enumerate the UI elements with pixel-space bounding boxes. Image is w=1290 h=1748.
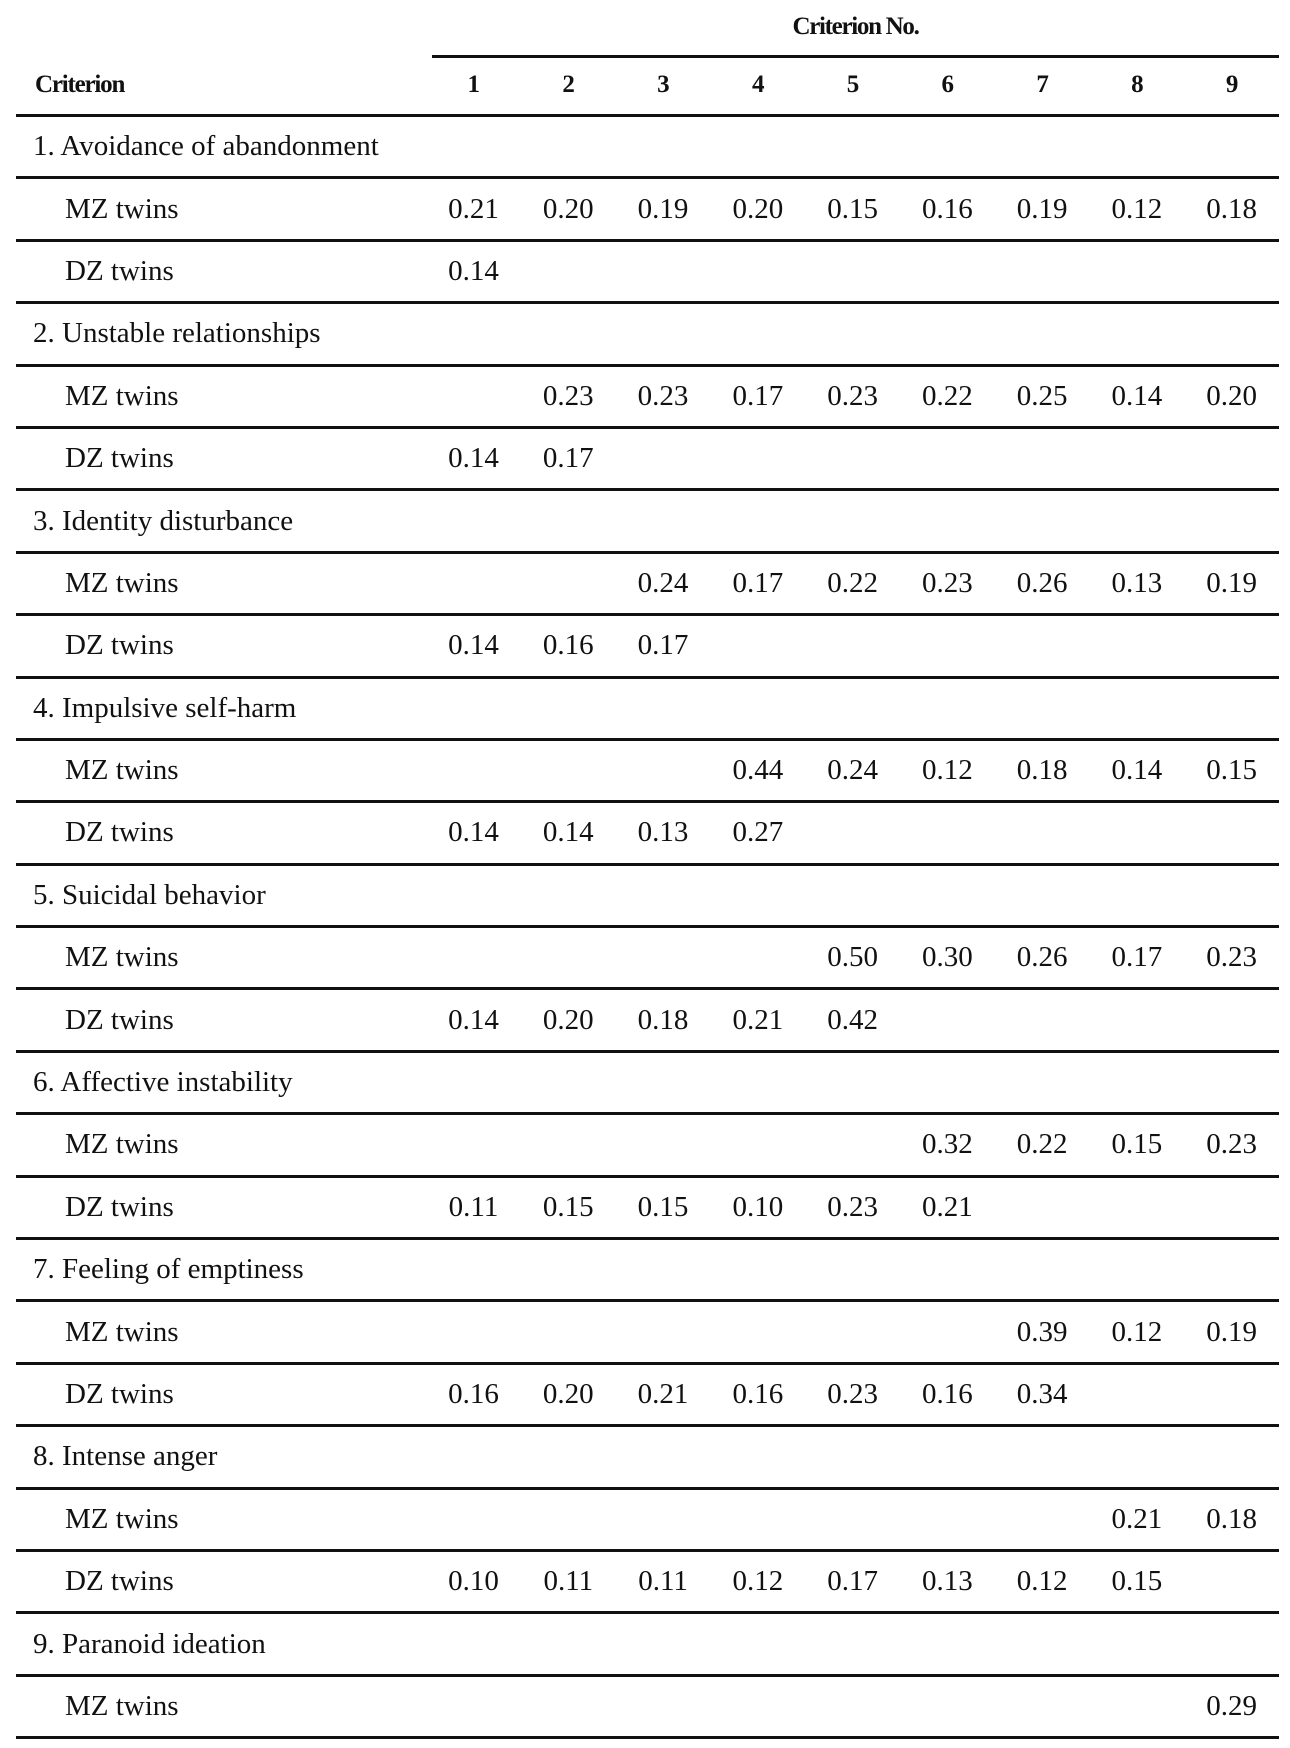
table-row <box>16 1490 1279 1552</box>
table-cell: 0.14 <box>448 254 499 287</box>
table-cell: 0.23 <box>921 566 973 599</box>
column-group-rule <box>432 55 1279 58</box>
table-cell: 0.13 <box>921 1565 973 1598</box>
correlation-table <box>16 0 1279 1739</box>
table-cell: 0.16 <box>448 1378 499 1410</box>
table-cell: 0.17 <box>542 442 594 475</box>
table-cell: 0.17 <box>732 566 784 599</box>
table-cell: 0.14 <box>448 816 499 849</box>
table-cell: 0.23 <box>827 1378 878 1410</box>
table-row <box>16 1677 1279 1739</box>
table-row <box>16 367 1279 429</box>
table-cell: 0.15 <box>827 192 878 225</box>
table-cell: 0.12 <box>1111 1315 1163 1348</box>
table-row <box>16 429 1279 491</box>
table-cell: 0.18 <box>1206 1502 1258 1535</box>
table-cell: 0.12 <box>1016 1565 1068 1598</box>
table-cell: 0.30 <box>921 941 973 974</box>
column-header-2: 2 <box>562 71 574 98</box>
table-cell: 0.21 <box>448 192 499 225</box>
table-body <box>16 117 1279 1739</box>
table-cell: 0.19 <box>1206 1315 1258 1348</box>
table-cell: 0.19 <box>1206 566 1258 599</box>
criterion-row <box>16 1240 1279 1302</box>
table-cell: 0.21 <box>732 1003 784 1036</box>
criterion-label: 7. Feeling of emptiness <box>33 1253 304 1286</box>
table-cell: 0.17 <box>827 1565 878 1598</box>
column-header-6: 6 <box>941 71 953 98</box>
twin-type-label: MZ twins <box>65 379 179 412</box>
criterion-label: 9. Paranoid ideation <box>33 1627 266 1660</box>
table-cell: 0.16 <box>921 1378 973 1410</box>
twin-type-label: MZ twins <box>65 192 179 225</box>
table-cell: 0.14 <box>448 1003 499 1036</box>
criterion-row <box>16 304 1279 366</box>
twin-type-label: MZ twins <box>65 754 179 787</box>
criterion-label: 3. Identity disturbance <box>33 504 294 537</box>
table-cell: 0.26 <box>1016 566 1068 599</box>
table-cell: 0.26 <box>1016 941 1068 974</box>
table-cell: 0.14 <box>1111 754 1163 787</box>
table-cell: 0.23 <box>827 379 878 412</box>
table-cell: 0.13 <box>637 816 689 849</box>
twin-type-label: MZ twins <box>65 1502 179 1535</box>
column-header-4: 4 <box>751 71 764 98</box>
table-row <box>16 554 1279 616</box>
criterion-label: 2. Unstable relationships <box>33 317 321 350</box>
table-cell: 0.24 <box>827 754 878 787</box>
table-cell: 0.19 <box>1016 192 1068 225</box>
table-cell: 0.21 <box>637 1378 689 1410</box>
table-row <box>16 1115 1279 1177</box>
table-cell: 0.39 <box>1016 1315 1068 1348</box>
table-cell: 0.23 <box>542 379 594 412</box>
table-cell: 0.12 <box>921 754 973 787</box>
column-header-5: 5 <box>846 71 859 98</box>
table-cell: 0.21 <box>1111 1502 1163 1535</box>
table-row <box>16 179 1279 241</box>
column-group-title: Criterion No. <box>792 13 919 40</box>
column-header-8: 8 <box>1131 71 1143 98</box>
twin-type-label: DZ twins <box>65 442 174 475</box>
table-cell: 0.18 <box>1206 192 1258 225</box>
table-cell: 0.20 <box>732 192 784 225</box>
table-cell: 0.15 <box>1206 754 1258 787</box>
table-row <box>16 616 1279 678</box>
twin-type-label: DZ twins <box>65 1003 174 1036</box>
criterion-label: 6. Affective instability <box>33 1066 293 1099</box>
column-header-9: 9 <box>1225 71 1238 98</box>
table-cell: 0.17 <box>1111 941 1163 974</box>
table-cell: 0.14 <box>1111 379 1163 412</box>
twin-type-label: DZ twins <box>65 1190 174 1223</box>
table-cell: 0.16 <box>921 192 973 225</box>
table-cell: 0.23 <box>1206 1128 1258 1161</box>
criterion-label: 1. Avoidance of abandonment <box>33 130 379 163</box>
table-cell: 0.22 <box>827 566 878 599</box>
table-row <box>16 928 1279 990</box>
criterion-row <box>16 679 1279 741</box>
table-cell: 0.18 <box>637 1003 689 1036</box>
table-cell: 0.16 <box>542 629 594 662</box>
table-cell: 0.12 <box>1111 192 1163 225</box>
table-cell: 0.11 <box>543 1565 594 1598</box>
criterion-row <box>16 866 1279 928</box>
table-cell: 0.23 <box>637 379 689 412</box>
criterion-row <box>16 117 1279 179</box>
table-cell: 0.10 <box>732 1190 784 1223</box>
table-cell: 0.14 <box>448 442 499 475</box>
twin-type-label: MZ twins <box>65 1315 179 1348</box>
table-cell: 0.34 <box>1016 1378 1068 1410</box>
table-row <box>16 1552 1279 1614</box>
table-row <box>16 803 1279 865</box>
twin-type-label: DZ twins <box>65 1565 174 1598</box>
table-cell: 0.20 <box>542 192 594 225</box>
table-cell: 0.18 <box>1016 754 1068 787</box>
table-cell: 0.11 <box>448 1190 499 1223</box>
table-cell: 0.15 <box>1111 1128 1163 1161</box>
table-row <box>16 1365 1279 1427</box>
table-row <box>16 1178 1279 1240</box>
criterion-row <box>16 1614 1279 1676</box>
table-cell: 0.42 <box>827 1003 878 1036</box>
twin-type-label: DZ twins <box>65 1378 174 1410</box>
twin-type-label: DZ twins <box>65 629 174 662</box>
table-cell: 0.15 <box>1111 1565 1163 1598</box>
table-cell: 0.19 <box>637 192 689 225</box>
table-cell: 0.10 <box>448 1565 499 1598</box>
table-cell: 0.23 <box>1206 941 1258 974</box>
table-cell: 0.11 <box>638 1565 688 1598</box>
table-cell: 0.17 <box>732 379 784 412</box>
table-cell: 0.32 <box>921 1128 973 1161</box>
criterion-label: 5. Suicidal behavior <box>33 878 266 911</box>
twin-type-label: MZ twins <box>65 1128 179 1161</box>
table-cell: 0.14 <box>542 816 594 849</box>
column-header-3: 3 <box>657 71 669 98</box>
column-header-1: 1 <box>467 71 479 98</box>
table-row <box>16 741 1279 803</box>
table-row <box>16 242 1279 304</box>
column-group-header <box>16 0 1279 56</box>
table-cell: 0.50 <box>827 941 878 974</box>
criterion-label: 4. Impulsive self-harm <box>33 691 297 724</box>
table-cell: 0.20 <box>542 1003 594 1036</box>
table-cell: 0.20 <box>542 1378 594 1410</box>
twin-type-label: DZ twins <box>65 816 174 849</box>
table-cell: 0.12 <box>732 1565 784 1598</box>
criterion-row <box>16 491 1279 553</box>
table-cell: 0.20 <box>1206 379 1258 412</box>
table-cell: 0.15 <box>637 1190 689 1223</box>
table-cell: 0.16 <box>732 1378 784 1410</box>
table-cell: 0.21 <box>921 1190 973 1223</box>
criterion-label: 8. Intense anger <box>33 1440 218 1473</box>
table-cell: 0.22 <box>1016 1128 1068 1161</box>
table-cell: 0.15 <box>542 1190 594 1223</box>
criterion-row <box>16 1427 1279 1489</box>
table-row <box>16 990 1279 1052</box>
twin-type-label: DZ twins <box>65 254 174 287</box>
twin-type-label: MZ twins <box>65 1689 179 1722</box>
table-cell: 0.27 <box>732 816 784 849</box>
table-cell: 0.44 <box>732 754 784 787</box>
table-cell: 0.14 <box>448 629 499 662</box>
twin-type-label: MZ twins <box>65 941 179 974</box>
table-cell: 0.13 <box>1111 566 1163 599</box>
criterion-row <box>16 1053 1279 1115</box>
row-header-cell: Criterion <box>35 71 125 98</box>
table-cell: 0.24 <box>637 566 689 599</box>
table-cell: 0.17 <box>637 629 689 662</box>
table-cell: 0.22 <box>921 379 973 412</box>
table-cell: 0.23 <box>827 1190 878 1223</box>
twin-type-label: MZ twins <box>65 566 179 599</box>
table-cell: 0.29 <box>1206 1689 1258 1722</box>
table-cell: 0.25 <box>1016 379 1068 412</box>
column-header-7: 7 <box>1036 71 1048 98</box>
header-row <box>16 56 1279 117</box>
table-row <box>16 1302 1279 1364</box>
